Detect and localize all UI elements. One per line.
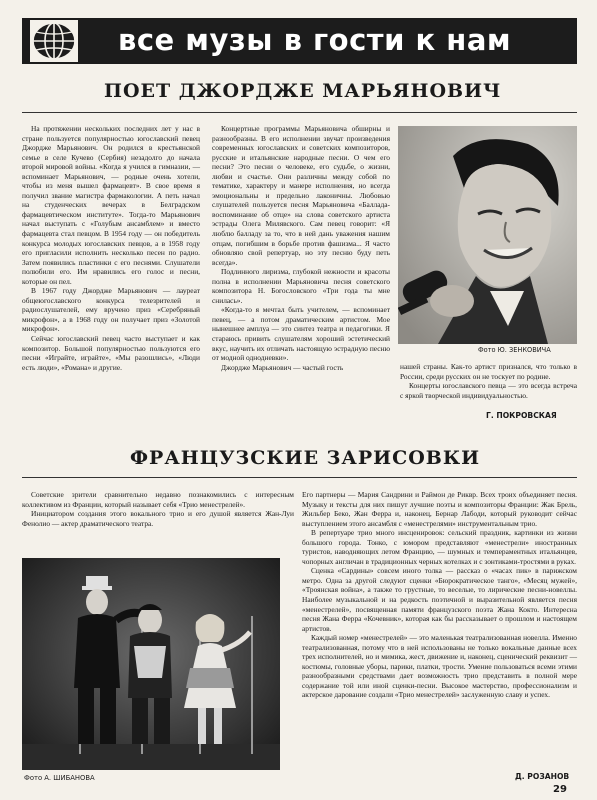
article-column-1 bbox=[22, 490, 294, 528]
photo-caption: Фото Ю. ЗЕНКОВИЧА bbox=[478, 346, 551, 354]
page-number: 29 bbox=[553, 784, 567, 795]
paragraph: Инициатором создания этого вокального трио и его душой является Жан-Луи Фенолио — актер драматического театра. bbox=[22, 509, 294, 528]
article-column-3 bbox=[400, 362, 577, 400]
article-column-2 bbox=[302, 490, 577, 700]
article-column-1 bbox=[22, 124, 200, 372]
paragraph: «Когда-то я мечтал быть учителем, — вспоминает певец, — а потом драматическим артистом. Мое нынешнее амплуа — это синтез театра и педагогики. Я стараюсь привить слушателям хороший эстетический вкус, научить их отличать настоящую эстрадную песню от модной однодневки». bbox=[212, 305, 390, 363]
singer-portrait-photo bbox=[398, 126, 577, 344]
paragraph: Сейчас югославский певец часто выступает и как композитор. Большой популярностью пользуются его песни «Играйте, играйте», «Мы разошлись», «Люди есть люди», «Романа» и другие. bbox=[22, 334, 200, 372]
paragraph: Его партнеры — Мария Сандрини и Раймон де Риквр. Всех троих объединяет песня. Музыку и тексты для них пишут лучшие поэты и композиторы Франции: Жак Брель, Жильбер Беко, Жан Ферра и, наконец, Бернар Лабоди, который руководит сейчас выступлением этого ансамбля с «менестрелями» инструментальным трио. bbox=[302, 490, 577, 528]
paragraph: В 1967 году Джордже Марьянович — лауреат общеюгославского конкурса телезрителей и радиослушателей, ему вручено приз «Серебряный микрофон», а в 1968 году он получает приз «Золотой микрофон». bbox=[22, 286, 200, 334]
article-column-2 bbox=[212, 124, 390, 372]
paragraph: В репертуаре трио много инсценировок: сельский праздник, картинки из жизни большого города. Тонко, с юмором представляют «менестрели» иностранных туристов, наводняющих летом Францию, — шумных и темпераментных итальянцев, чопорных англичан в традиционных черных котелках и с зонтиками-тростями в руках. bbox=[302, 528, 577, 566]
photo-caption: Фото А. ШИБАНОВА bbox=[24, 774, 95, 782]
paragraph: Подлинного лиризма, глубокой нежности и красоты полна в исполнении Марьяновича песня советского композитора Н. Богословского «Три года ты мне снилась». bbox=[212, 267, 390, 305]
paragraph: Каждый номер «менестрелей» — это маленькая театрализованная новелла. Именно театрализованная, потому что в ней использованы не только вокальные данные всех трех исполнителей, но и мимика, жест, движение и, наконец, сценический реквизит — костюмы, головные уборы, парики, платки, трости. Умение пользоваться всеми этими разнообразными средствами дает возможность трио представить в полной мере содержание той или иной сценки-песни. Высокое мастерство, профессионализм и актерское дарование создали «Трио менестрелей» заслуженную славу и успех. bbox=[302, 633, 577, 700]
article-title: ФРАНЦУЗСКИЕ ЗАРИСОВКИ bbox=[130, 447, 481, 469]
paragraph: Концерты югославского певца — это всегда встреча с яркой творческой индивидуальностью. bbox=[400, 381, 577, 400]
paragraph: На протяжении нескольких последних лет у нас в стране пользуется популярностью югославский певец Джордже Марьянович. Он родился в крестьянской семье в селе Кучево (Сербия) незадолго до начала второй мировой войны. «Когда я учился в гимназии, — вспоминает Марьянович, — родные очень хотели, чтобы из меня вышел фармацевт». В свое время я получил звание магистра фармакологии. А петь начал на студенческих вечерах в Белградском фармацевтическом институте». Тогда-то Марьянович начал выступать с «Голубым ансамблем» и вместо фармацевта стал певцом. В 1954 году — он победитель конкурса молодых югославских певцов, а в 1958 году его пригласили исполнить несколько песен по радио. Затем появились пластинки с его песнями. Слушатели полюбили его. Им нравились его голос и песни, которые он пел. bbox=[22, 124, 200, 286]
paragraph: нашей страны. Как-то артист признался, что только в России, среди русских он не тоскует по родине. bbox=[400, 362, 577, 381]
trio-on-stage-photo bbox=[22, 558, 280, 770]
paragraph: Сценка «Сардины» совсем иного толка — рассказ о «часах пик» в парижском метро. Одна за другой следуют сценки «Бюрократическое танго», «Месяц мужей», «Троянская война», а также то грустные, то веселые, то лирические песни-новеллы. Наиболее музыкальной и на редкость поэтичной и выразительной является песня «менестрелей», посвященная памяти французского поэта Жана Кокто. Интересна песня Жана Ферра «Кочевник», которая как бы рассказывает о прошлом и настоящем артистов. bbox=[302, 566, 577, 633]
author-signature: Д. РОЗАНОВ bbox=[515, 772, 570, 781]
globe-icon bbox=[30, 20, 78, 62]
paragraph: Концертные программы Марьяновича обширны и разнообразны. В его исполнении звучат произведения современных югославских и советских композиторов, русские и итальянские народные песни. О чем его песни? Это песни о человеке, его судьбе, о жизни, любви и счастье. Они различны между собой по тематике, характеру и манере исполнения, но всегда эмоциональны и предельно лаконичны. Любовью слушателей пользуется песня Марьяновича «Баллада-воспоминание об отце» на слова советского артиста эстрады Олега Милявского. Сам певец говорит: «Я люблю балладу за то, что в ней дань уважения нашим отцам, погибшим в борьбе против фашизма... Я часто обновляю свой репертуар, но эту песню буду петь всегда». bbox=[212, 124, 390, 267]
divider bbox=[22, 477, 577, 478]
divider bbox=[22, 112, 577, 113]
paragraph: Советские зрители сравнительно недавно познакомились с интересным коллективом из Франции, который называет себя «Трио менестрелей». bbox=[22, 490, 294, 509]
rubric-title: все музы в гости к нам bbox=[118, 23, 512, 57]
paragraph: Джордже Марьянович — частый гость bbox=[221, 362, 344, 372]
author-signature: Г. ПОКРОВСКАЯ bbox=[486, 411, 557, 420]
article-title: ПОЕТ ДЖОРДЖЕ МАРЬЯНОВИЧ bbox=[104, 80, 502, 102]
